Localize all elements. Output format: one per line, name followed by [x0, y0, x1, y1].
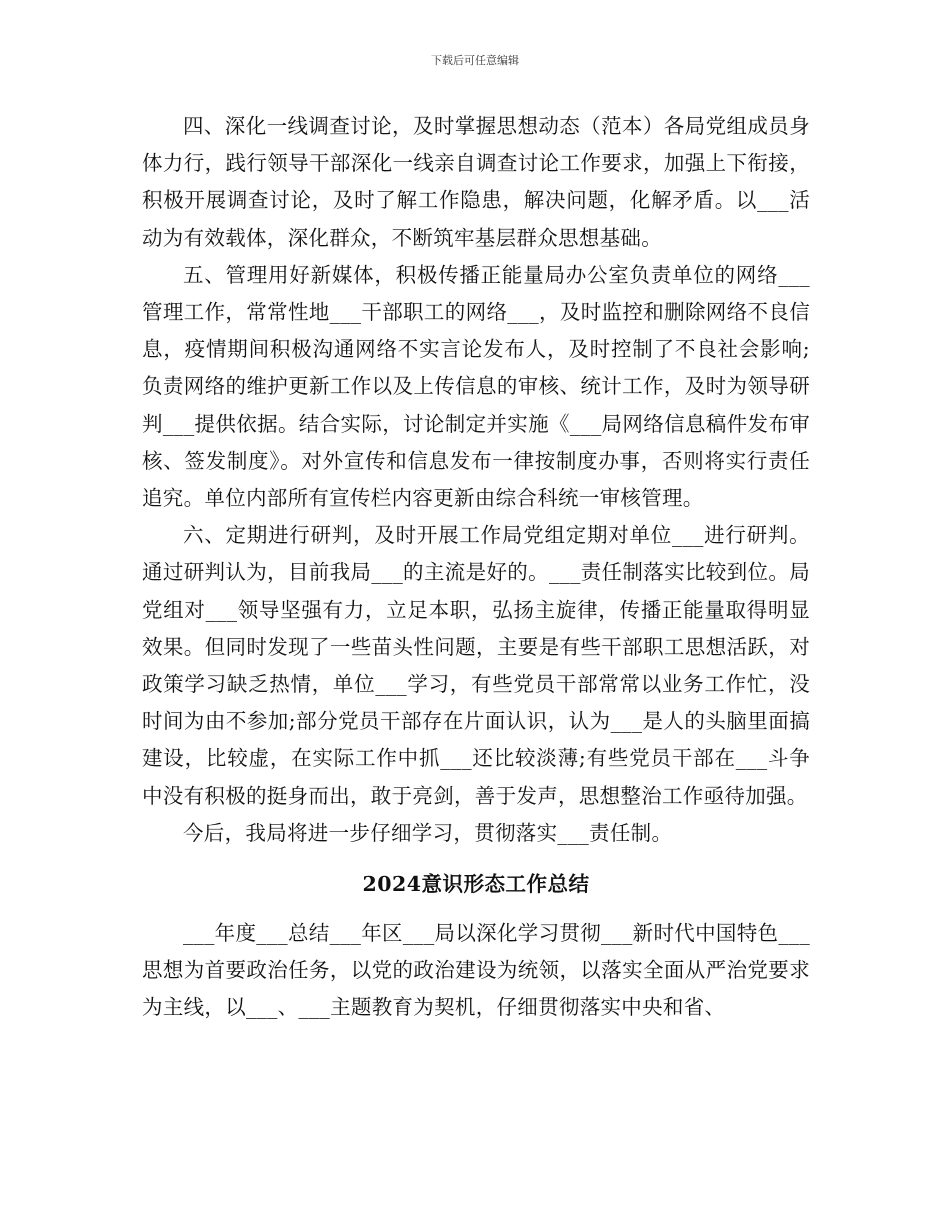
document-body	[142, 108, 810, 1027]
section-title: 2024意识形态工作总结	[362, 872, 590, 897]
paragraph-section-five: 五、管理用好新媒体，积极传播正能量局办公室负责单位的网络___管理工作，常常性地___干部职工的网络___，及时监控和删除网络不良信息，疫情期间积极沟通网络不实言论发布人，及时控制了不良社会影响;负责网络的维护更新工作以及上传信息的审核、统计工作，及时为领导研判___提供依据。结合实际，讨论制定并实施《___局网络信息稿件发布审核、签发制度》。对外宣传和信息发布一律按制度办事，否则将实行责任追究。单位内部所有宣传栏内容更新由综合科统一审核管理。	[142, 262, 810, 511]
paragraph-conclusion: 今后，我局将进一步仔细学习，贯彻落实___责任制。	[183, 820, 673, 845]
paragraph-summary-intro: ___年度___总结___年区___局以深化学习贯彻___新时代中国特色___思想为首要政治任务，以党的政治建设为统领，以落实全面从严治党要求为主线，以___、___主题教育为契机，仔细贯彻落实中央和省、	[142, 921, 810, 1020]
page-header: 下载后可任意编辑	[431, 54, 519, 67]
paragraph-section-six: 六、定期进行研判，及时开展工作局党组定期对单位___进行研判。通过研判认为，目前我局___的主流是好的。___责任制落实比较到位。局党组对___领导坚强有力，立足本职，弘扬主旋律，传播正能量取得明显效果。但同时发现了一些苗头性问题，主要是有些干部职工思想活跃，对政策学习缺乏热情，单位___学习，有些党员干部常常以业务工作忙，没时间为由不参加;部分党员干部存在片面认识，认为___是人的头脑里面搞建设，比较虚，在实际工作中抓___还比较淡薄;有些党员干部在___斗争中没有积极的挺身而出，敢于亮剑，善于发声，思想整治工作亟待加强。	[142, 523, 810, 808]
paragraph-section-four: 四、深化一线调查讨论，及时掌握思想动态（范本）各局党组成员身体力行，践行领导干部深化一线亲自调查讨论工作要求，加强上下衔接，积极开展调查讨论，及时了解工作隐患，解决问题，化解矛盾。以___活动为有效载体，深化群众，不断筑牢基层群众思想基础。	[142, 114, 810, 250]
